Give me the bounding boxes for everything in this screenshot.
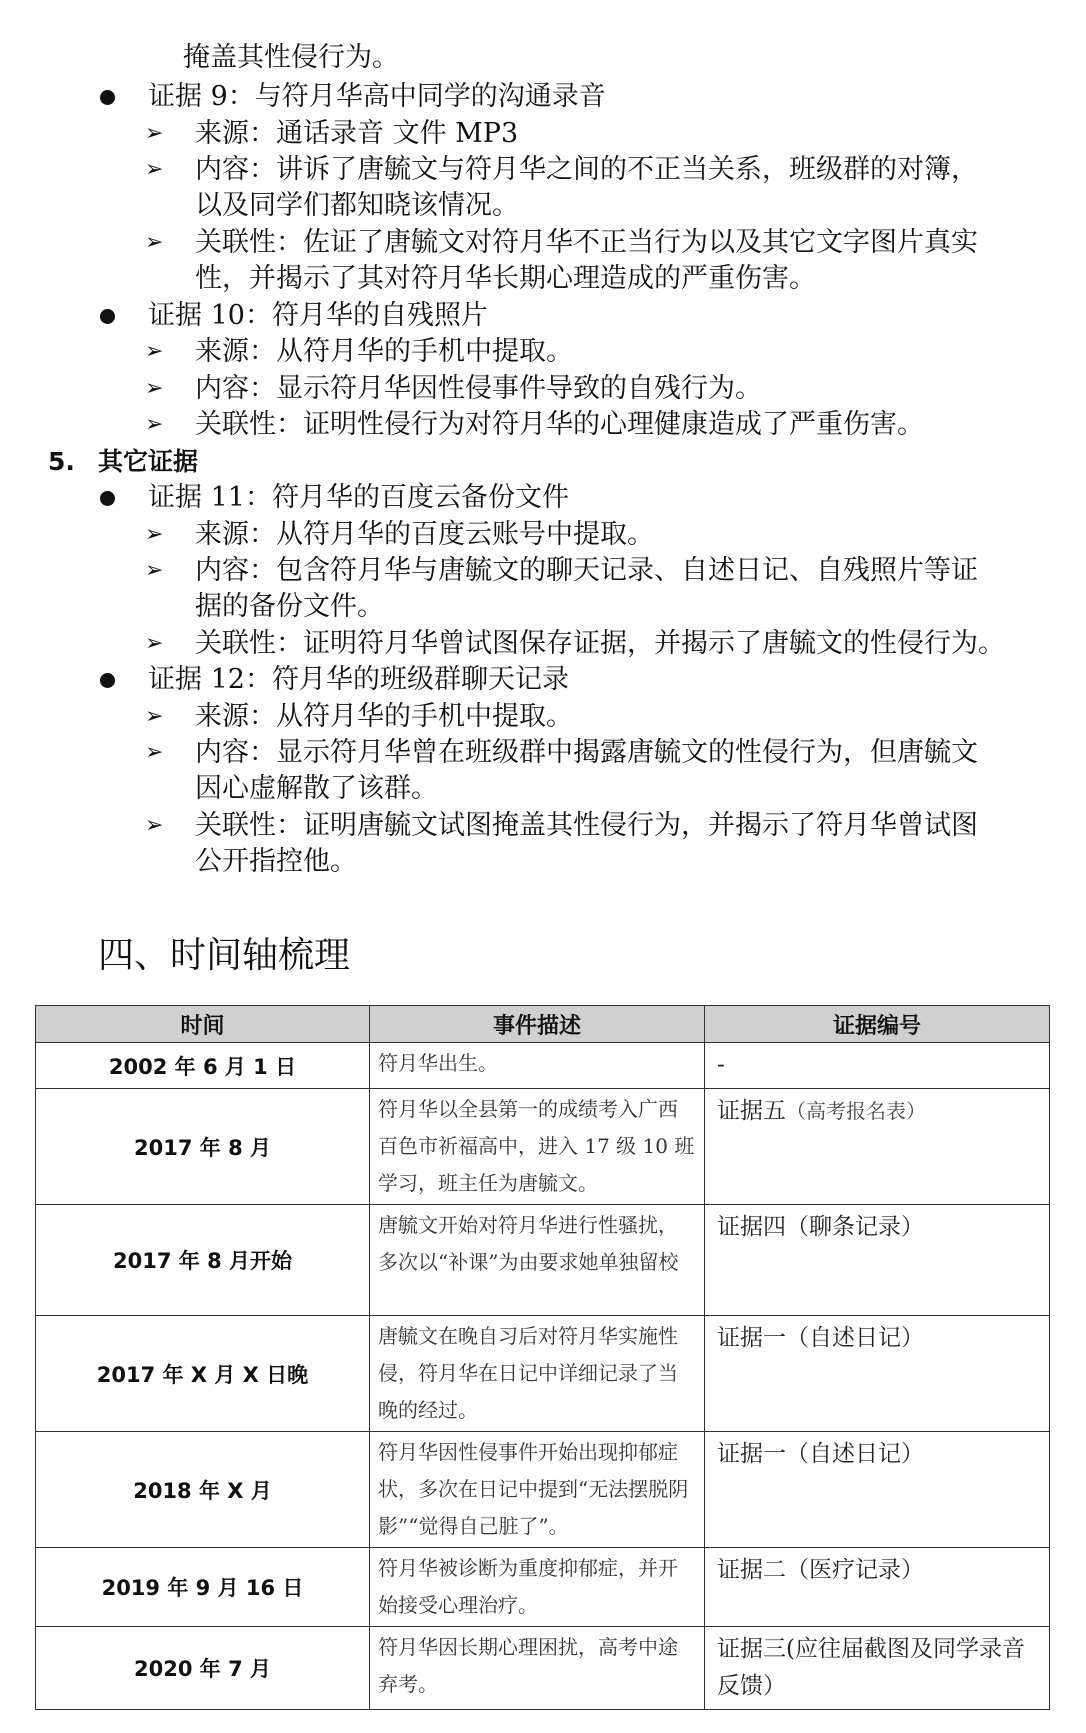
- section-heading: 其它证据: [98, 447, 199, 476]
- arrow-bullet-icon: ➢: [145, 558, 164, 583]
- cell-description: 唐毓文开始对符月华进行性骚扰，多次以“补课”为由要求她单独留校: [370, 1205, 705, 1316]
- cell-evidence: [705, 1627, 1050, 1710]
- list-item: 掩盖其性侵行为。: [183, 42, 399, 73]
- cell-evidence: [705, 1043, 1050, 1089]
- cell-description: 唐毓文在晚自习后对符月华实施性侵，符月华在日记中详细记录了当晚的经过。: [370, 1316, 705, 1432]
- list-item: 性，并揭示了其对符月华长期心理造成的严重伤害。: [195, 263, 816, 294]
- table-row: [36, 1432, 1050, 1548]
- list-item: 来源：从符月华的手机中提取。: [195, 701, 573, 732]
- list-item: 证据 11：符月华的百度云备份文件: [148, 482, 569, 513]
- list-item: 内容：包含符月华与唐毓文的聊天记录、自述日记、自残照片等证: [195, 555, 978, 586]
- evidence-id: 证据一（自述日记）: [717, 1441, 924, 1467]
- cell-time: 2017 年 8 月: [36, 1089, 370, 1205]
- section-number: 5.: [48, 447, 75, 476]
- list-item: 内容：显示符月华曾在班级群中揭露唐毓文的性侵行为，但唐毓文: [195, 737, 978, 768]
- column-header-description: 事件描述: [370, 1006, 705, 1043]
- arrow-bullet-icon: ➢: [145, 740, 164, 765]
- evidence-id: 证据一（自述日记）: [717, 1325, 924, 1351]
- bullet-icon: [100, 309, 115, 324]
- bullet-icon: [100, 491, 115, 506]
- list-item: 因心虚解散了该群。: [195, 773, 438, 804]
- list-item: 证据 10：符月华的自残照片: [148, 300, 488, 331]
- list-item: 来源：从符月华的手机中提取。: [195, 336, 573, 367]
- list-item: 证据 9：与符月华高中同学的沟通录音: [148, 81, 606, 112]
- list-item: 内容：讲诉了唐毓文与符月华之间的不正当关系，班级群的对簿，: [195, 154, 978, 185]
- table-row: [36, 1548, 1050, 1627]
- cell-description: 符月华出生。: [370, 1043, 705, 1089]
- list-item: 关联性：佐证了唐毓文对符月华不正当行为以及其它文字图片真实: [195, 227, 978, 258]
- table-row: [36, 1089, 1050, 1205]
- arrow-bullet-icon: ➢: [145, 230, 164, 255]
- evidence-id: 证据二（医疗记录）: [717, 1557, 924, 1583]
- list-item: 关联性：证明唐毓文试图掩盖其性侵行为，并揭示了符月华曾试图: [195, 810, 978, 841]
- arrow-bullet-icon: ➢: [145, 121, 164, 146]
- arrow-bullet-icon: ➢: [145, 376, 164, 401]
- list-item: 关联性：证明性侵行为对符月华的心理健康造成了严重伤害。: [195, 409, 924, 440]
- evidence-id: 证据五: [717, 1098, 786, 1124]
- arrow-bullet-icon: ➢: [145, 813, 164, 838]
- list-item: 来源：通话录音 文件 MP3: [195, 118, 519, 149]
- arrow-bullet-icon: ➢: [145, 704, 164, 729]
- list-item: 公开指控他。: [195, 846, 357, 877]
- table-row: [36, 1205, 1050, 1316]
- table-row: [36, 1627, 1050, 1710]
- cell-time: 2002 年 6 月 1 日: [36, 1043, 370, 1089]
- evidence-note: （高考报名表）: [786, 1099, 926, 1123]
- cell-evidence: [705, 1432, 1050, 1548]
- arrow-bullet-icon: ➢: [145, 631, 164, 656]
- arrow-bullet-icon: ➢: [145, 522, 164, 547]
- cell-evidence: [705, 1316, 1050, 1432]
- arrow-bullet-icon: ➢: [145, 412, 164, 437]
- table-row: [36, 1316, 1050, 1432]
- cell-evidence: [705, 1205, 1050, 1316]
- cell-time: 2020 年 7 月: [36, 1627, 370, 1710]
- cell-description: 符月华因性侵事件开始出现抑郁症状，多次在日记中提到“无法摆脱阴影”“觉得自己脏了”。: [370, 1432, 705, 1548]
- evidence-id: -: [717, 1052, 725, 1078]
- list-item: 来源：从符月华的百度云账号中提取。: [195, 519, 654, 550]
- arrow-bullet-icon: ➢: [145, 157, 164, 182]
- cell-time: 2019 年 9 月 16 日: [36, 1548, 370, 1627]
- evidence-id: 证据四（聊条记录）: [717, 1214, 924, 1240]
- cell-time: 2018 年 X 月: [36, 1432, 370, 1548]
- cell-description: 符月华以全县第一的成绩考入广西百色市祈福高中，进入 17 级 10 班学习，班主任为唐毓文。: [370, 1089, 705, 1205]
- column-header-evidence: 证据编号: [705, 1006, 1050, 1043]
- cell-time: 2017 年 8 月开始: [36, 1205, 370, 1316]
- list-item: 关联性：证明符月华曾试图保存证据，并揭示了唐毓文的性侵行为。: [195, 628, 1005, 659]
- bullet-icon: [100, 673, 115, 688]
- cell-evidence: [705, 1089, 1050, 1205]
- cell-description: 符月华因长期心理困扰，高考中途弃考。: [370, 1627, 705, 1710]
- bullet-icon: [100, 90, 115, 105]
- table-row: [36, 1043, 1050, 1089]
- evidence-id: 证据三(应往届截图及同学录音反馈）: [717, 1636, 1025, 1699]
- table-header-row: [36, 1006, 1050, 1043]
- list-item: 证据 12：符月华的班级群聊天记录: [148, 664, 569, 695]
- page-title: 四、时间轴梳理: [98, 935, 351, 976]
- list-item: 据的备份文件。: [195, 591, 384, 622]
- cell-evidence: [705, 1548, 1050, 1627]
- arrow-bullet-icon: ➢: [145, 339, 164, 364]
- timeline-table: [35, 1005, 1050, 1710]
- list-item: 以及同学们都知晓该情况。: [195, 190, 519, 221]
- column-header-time: 时间: [36, 1006, 370, 1043]
- list-item: 内容：显示符月华因性侵事件导致的自残行为。: [195, 373, 762, 404]
- cell-time: 2017 年 X 月 X 日晚: [36, 1316, 370, 1432]
- cell-description: 符月华被诊断为重度抑郁症，并开始接受心理治疗。: [370, 1548, 705, 1627]
